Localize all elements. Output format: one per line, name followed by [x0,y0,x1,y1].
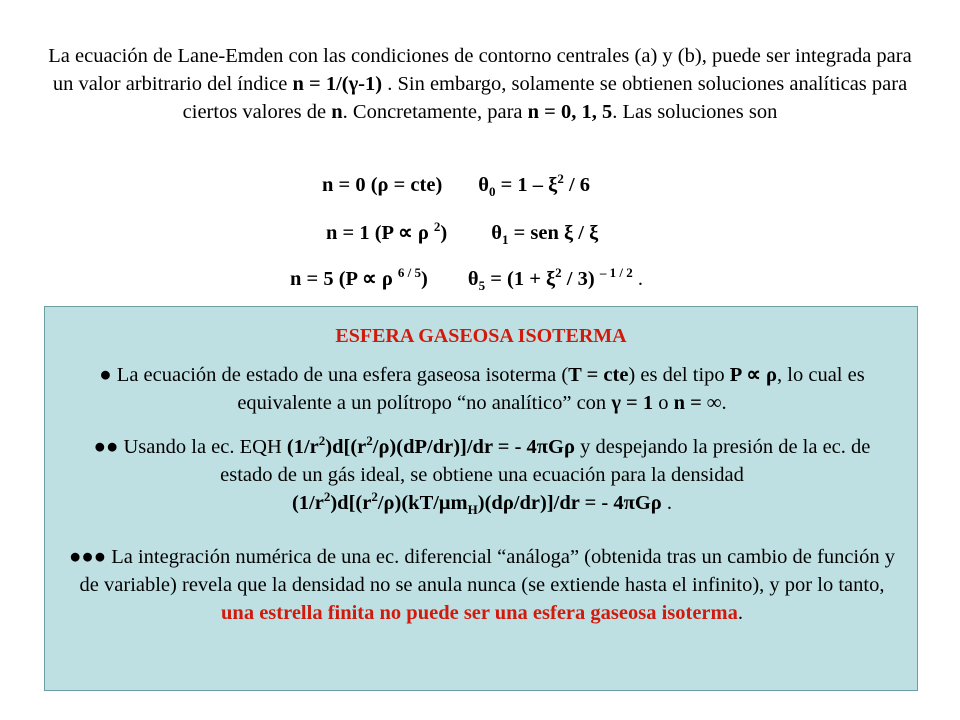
solution-n5-rhs: = (1 + ξ [485,268,556,290]
theta-symbol: θ [478,174,489,196]
solution-n5-tail: . [632,268,643,290]
box-title: ESFERA GASEOSA ISOTERMA [335,325,627,347]
p3-text-a: ●●● La integración numérica de una ec. diferencial “análoga” (obtenida tras un cambio de función y de variable) revela que la densidad no se anula nunca (se extiende hasta el infinito), y por lo tanto, [68,546,896,596]
n-values: n = 0, 1, 5 [527,101,613,123]
eq2-c: /ρ)(kT/μm [377,492,468,514]
p2-text-c: . [661,492,672,514]
solution-n5-case-close: ) [421,268,428,290]
solution-n1-rhs: = sen ξ / ξ [508,222,599,244]
p2-text-a: ●● Usando la ec. EQH [93,436,287,458]
p3-text-b: . [737,602,743,624]
eq2-a: (1/r [291,492,324,514]
n-symbol: n [331,101,343,123]
solution-n1-case-close: ) [440,222,448,244]
intro-text-1: La ecuación de Lane-Emden con las condiciones de contorno centrales (a) y (b), puede ser integrada para un valor arbitrario del índice [48,45,912,95]
intro-text-2: . Sin embargo, solamente se obtienen soluciones analíticas para ciertos valores de [182,73,908,123]
solution-n0-tail: / 6 [563,174,591,196]
solution-n1-case-exp: 2 [433,219,441,235]
solution-n5 [290,265,643,294]
solution-n0-exp: 2 [557,171,564,187]
solution-n5-case: n = 5 (P ∝ ρ [290,268,398,290]
p1-text-d: o [653,392,674,414]
p3-conclusion-highlight: una estrella finita no puede ser una esfera gaseosa isoterma [221,602,738,624]
p1-text-a: ● La ecuación de estado de una esfera gaseosa isoterma ( [99,364,569,386]
solution-n0-rhs: = 1 – ξ [495,174,558,196]
isothermal-sphere-box [44,306,918,691]
eq1-exp1: 2 [318,433,326,449]
p2-text-b: y despejando la presión de la ec. de estado de un gás ideal, se obtiene una ecuación para la densidad [220,436,871,486]
solution-n5-case-exp: 6 / 5 [397,265,422,281]
eq1-b: )d[(r [325,436,367,458]
p1-text-b: ) es del tipo [628,364,730,386]
solution-n0-case: n = 0 (ρ = cte) [322,174,443,196]
n-definition: n = 1/(γ-1) [292,73,383,95]
box-paragraph-2 [65,433,899,517]
solution-n5-exp2: – 1 / 2 [599,265,633,281]
eq2-exp2: 2 [371,489,378,505]
theta-subscript: 1 [501,232,509,248]
solution-n5-exp: 2 [555,265,562,281]
density-equation [291,489,662,518]
intro-text-4: . Las soluciones son [612,101,778,123]
eq2-sub-h: H [467,502,478,518]
solution-n5-rhs2: / 3) [561,268,600,290]
solution-n1 [326,219,599,248]
eq1-a: (1/r [286,436,319,458]
eq2-d: )(dρ/dr)]/dr = - 4πGρ [477,492,662,514]
eq1-c: /ρ)(dP/dr)]/dr = - 4πGρ [372,436,575,458]
eq2-exp1: 2 [323,489,331,505]
intro-paragraph [40,42,920,126]
solution-n0 [322,171,591,200]
theta-subscript: 5 [478,278,486,294]
p1-pressure-relation: P ∝ ρ [729,364,778,386]
p1-text-e: . [721,392,727,414]
eqh-equation [286,433,575,458]
p1-n-infinity: n = ∞ [673,392,722,414]
p1-text-c: , lo cual es equivalente a un polítropo “no analítico” con [237,364,865,414]
eq2-b: )d[(r [330,492,372,514]
box-paragraph-1 [65,361,899,417]
p1-t-cte: T = cte [568,364,629,386]
box-paragraph-3 [65,543,899,627]
p1-gamma: γ = 1 [611,392,654,414]
solution-n1-case: n = 1 (P ∝ ρ [326,222,434,244]
theta-subscript: 0 [489,184,496,200]
eq1-exp2: 2 [366,433,373,449]
theta-symbol: θ [467,268,479,290]
intro-text-3: . Concretamente, para [342,101,528,123]
theta-symbol: θ [491,222,502,244]
